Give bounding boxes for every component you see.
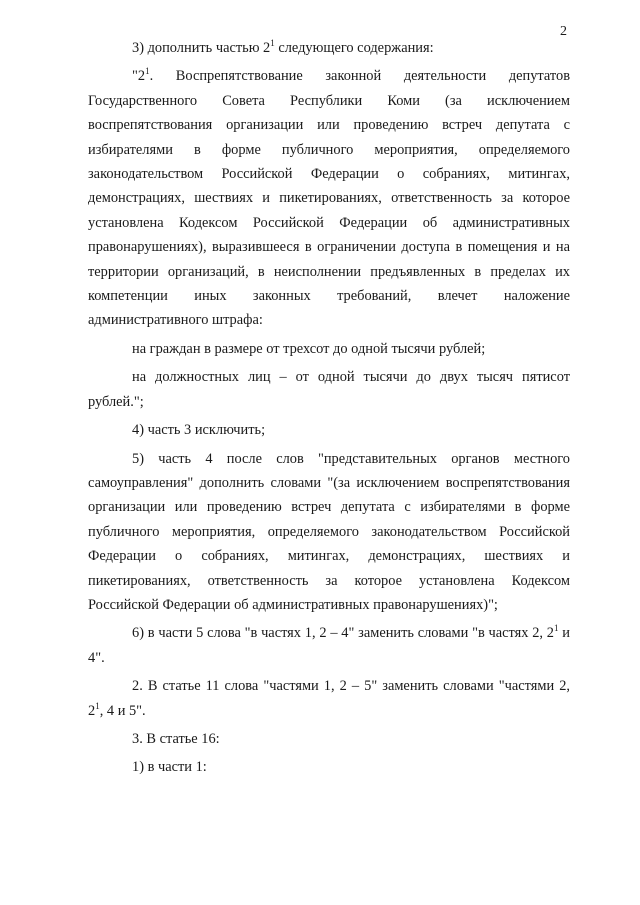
clause-2-1-paragraph [88, 64, 570, 332]
fine-officials-paragraph: на должностных лиц – от одной тысячи до двух тысяч пятисот рублей."; [88, 369, 570, 410]
item-6-lead: 6) в части 5 слова "в частях 1, 2 – 4" заменить словами "в частях 2, 2 [132, 625, 554, 642]
item-5-paragraph: 5) часть 4 после слов "представительных органов местного самоуправления" дополнить словами "(за исключением воспрепятствования организации или проведению встреч депутата с избирателями в форме публичного мероприятия, определяемого законодательством Российской Федерации о собраниях, митингах, демонстрациях, шествиях и пикетированиях, ответственность за которое установлена Кодексом Российской Федерации об административных правонарушениях)"; [88, 450, 570, 613]
fine-citizens-paragraph: на граждан в размере от трехсот до одной тысячи рублей; [132, 340, 486, 357]
item-3-lead: 3) дополнить частью 2 [132, 40, 271, 56]
clause-superscript: 1 [145, 66, 150, 77]
clause-prefix: "2 [132, 68, 146, 85]
item-6-superscript: 1 [554, 623, 559, 634]
item-6-paragraph [88, 621, 570, 670]
article-11-tail: , 4 и 5". [99, 702, 146, 719]
item-3-superscript: 1 [270, 38, 275, 48]
item-3-tail: следующего содержания: [274, 40, 434, 56]
article-16-paragraph: 3. В статье 16: [132, 730, 220, 747]
article-11-superscript: 1 [95, 700, 100, 711]
article-16-item-1-paragraph: 1) в части 1: [132, 759, 207, 776]
article-11-paragraph [88, 674, 570, 723]
article-11-lead: 2. В статье 11 слова "частями 1, 2 – 5" заменить словами "частями 2, 2 [88, 678, 570, 719]
document-body [88, 36, 570, 780]
item-4-paragraph: 4) часть 3 исключить; [132, 422, 266, 439]
page-number: 2 [560, 24, 567, 39]
clause-body: . Воспрепятствование законной деятельности депутатов Государственного Совета Республики Коми (за исключением воспрепятствования организации или проведению встреч депутата с избирателями в форме публичного мероприятия, определяемого законодательством Российской Федерации о собраниях, митингах, демонстрациях, шествиях и пикетированиях, ответственность за которое установлена Кодексом Российской Федерации об административных правонарушениях), выразившееся в ограничении доступа в помещения и на территории организаций, в неисполнении предъявленных в пределах их компетенции иных законных требований, влечет наложение административного штрафа: [88, 68, 570, 329]
item-3-paragraph [88, 36, 570, 60]
item-6-tail: и 4". [88, 625, 570, 666]
